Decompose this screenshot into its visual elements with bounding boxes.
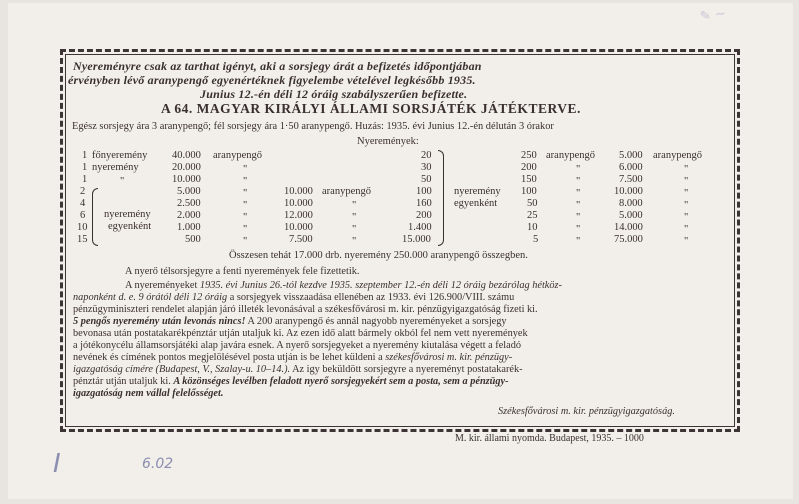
right-total: 14.000 <box>614 222 643 233</box>
ditto-mark: " <box>352 212 357 223</box>
left-total: 7.500 <box>289 234 313 245</box>
left-amount: 5.000 <box>177 186 201 197</box>
issuer-signature: Székesfővárosi m. kir. pénzügyigazgatóság. <box>498 406 675 417</box>
ditto-mark: " <box>684 164 689 175</box>
rules-line-9: pénztár utján utaljuk ki. A közönséges levélben feladott nyerő sorsjegyekért sem a posta, sem a pénzügy- <box>73 376 509 387</box>
ditto-mark: " <box>684 176 689 187</box>
ditto-mark: " <box>684 236 689 247</box>
left-unit: aranypengő <box>213 150 262 161</box>
right-count: 15.000 <box>402 234 431 245</box>
left-amount: 20.000 <box>172 162 201 173</box>
left-label: nyeremény <box>92 162 139 173</box>
left-label: főnyeremény <box>92 150 148 161</box>
rules-line-3: pénzügyminiszteri rendelet alapján járó illeték levonásával a székesfővárosi m. kir. pénzügyigazgatóság fizeti ki. <box>73 304 538 315</box>
right-label: nyeremény <box>454 186 501 197</box>
rules-line-2: naponként d. e. 9 órától déli 12 óráig a sorsjegyek visszaadása ellenében az 1933. évi 126.900/VIII. számu <box>73 292 515 303</box>
left-total: 12.000 <box>284 210 313 221</box>
left-amount: 500 <box>185 234 201 245</box>
right-amount: 50 <box>527 198 538 209</box>
ditto-mark: " <box>352 224 357 235</box>
left-total: 10.000 <box>284 198 313 209</box>
right-total: 75.000 <box>614 234 643 245</box>
right-total: 7.500 <box>619 174 643 185</box>
ditto-mark: " <box>243 176 248 187</box>
ditto-mark: " <box>243 212 248 223</box>
left-label: nyeremény <box>104 209 151 220</box>
right-amount: 100 <box>521 186 537 197</box>
rules-line-7: nevének és címének pontos megjelölésével posta utján is be lehet küldeni a székesfővárosi m. kir. pénzügy- <box>73 352 513 363</box>
rules-line-1: A nyereményeket 1935. évi Junius 26.-tól kezdve 1935. szeptember 12.-én déli 12 óráig bezárólag hétköz- <box>125 280 562 291</box>
left-amount: 2.000 <box>177 210 201 221</box>
ditto-mark: " <box>352 200 357 211</box>
ditto-mark: " <box>576 164 581 175</box>
left-amount: 1.000 <box>177 222 201 233</box>
right-label: egyenként <box>454 198 498 209</box>
left-total: 10.000 <box>284 186 313 197</box>
page-title: A 64. MAGYAR KIRÁLYI ÁLLAMI SORSJÁTÉK JÁTÉKTERVE. <box>161 101 581 116</box>
right-total: 8.000 <box>619 198 643 209</box>
ditto-mark: " <box>243 236 248 247</box>
printer-line: M. kir. állami nyomda. Budapest, 1935. – 1000 <box>455 433 644 444</box>
rules-line-6: a jótékonycélu államsorsjátéki alap javára esnek. A nyerő sorsjegyeket a nyeremény kiutalása végett a feladó <box>73 340 522 351</box>
right-count: 1.400 <box>408 222 432 233</box>
right-count: 200 <box>416 210 432 221</box>
faint-pencil-mark: ✎ ~ <box>699 6 727 25</box>
right-amount: 200 <box>521 162 537 173</box>
left-total: 10.000 <box>284 222 313 233</box>
left-total-unit: aranypengő <box>322 186 371 197</box>
left-amount: 2.500 <box>177 198 201 209</box>
right-count: 160 <box>416 198 432 209</box>
left-count: 15 <box>77 234 88 245</box>
left-count: 10 <box>77 222 88 233</box>
right-amount: 250 <box>521 150 537 161</box>
prizes-heading: Nyeremények: <box>357 136 419 147</box>
notice-line-1: Nyereményre csak az tarthat igényt, aki a sorsjegy árát a befizetés időpontjában <box>73 59 482 73</box>
ditto-mark: " <box>576 176 581 187</box>
ditto-mark: " <box>576 236 581 247</box>
left-count: 1 <box>82 150 88 161</box>
notice-line-3: Junius 12.-én déli 12 óráig szabályszerűen befizette. <box>200 87 468 101</box>
right-count: 30 <box>421 162 432 173</box>
ditto-mark: " <box>684 224 689 235</box>
left-amount: 40.000 <box>172 150 201 161</box>
half-ticket-note: A nyerő télsorsjegyre a fenti nyeremények fele fizettetik. <box>125 266 360 277</box>
ditto-mark: " <box>576 200 581 211</box>
left-count: 2 <box>80 186 86 197</box>
rules-line-10: igazgatóság nem vállal felelősséget. <box>73 388 224 399</box>
right-total: 5.000 <box>619 150 643 161</box>
ditto-mark: " <box>243 188 248 199</box>
pencil-mark-roman: I <box>53 449 61 479</box>
right-amount: 10 <box>527 222 538 233</box>
right-total: 5.000 <box>619 210 643 221</box>
left-label: " <box>120 176 125 187</box>
left-label: egyenként <box>108 221 152 232</box>
ditto-mark: " <box>576 212 581 223</box>
left-amount: 10.000 <box>172 174 201 185</box>
right-total-unit: aranypengő <box>653 150 702 161</box>
left-brace <box>92 188 98 246</box>
ditto-mark: " <box>352 236 357 247</box>
right-count: 20 <box>421 150 432 161</box>
ditto-mark: " <box>243 224 248 235</box>
ditto-mark: " <box>243 164 248 175</box>
notice-line-2: érvényben lévő aranypengő egyenértéknek figyelembe vételével legkésőbb 1935. <box>68 73 476 87</box>
left-count: 1 <box>82 174 88 185</box>
right-unit: aranypengő <box>546 150 595 161</box>
ditto-mark: " <box>684 212 689 223</box>
rules-line-8: igazgatóság címére (Budapest, V., Szalay-u. 10–14.). Az igy beküldött sorsjegyre a nyereményt postatakarék- <box>73 364 523 375</box>
right-total: 10.000 <box>614 186 643 197</box>
right-count: 50 <box>421 174 432 185</box>
pencil-mark-price: 6.02 <box>142 456 174 472</box>
left-count: 4 <box>80 198 86 209</box>
rules-line-4: 5 pengős nyeremény után levonás nincs! A 200 aranypengő és annál nagyobb nyereményeket a sorsjegy <box>73 316 507 327</box>
right-amount: 150 <box>521 174 537 185</box>
price-line: Egész sorsjegy ára 3 aranypengő; fél sorsjegy ára 1·50 aranypengő. Huzás: 1935. évi Junius 12.-én délután 3 órakor <box>72 121 554 132</box>
right-amount: 5 <box>533 234 539 245</box>
rules-line-5: bevonasa után postatakarékpénztár utján utaljuk ki. Az ezen idő alatt bármely okból fel nem vett nyeremények <box>73 328 528 339</box>
summary-line: Összesen tehát 17.000 drb. nyeremény 250.000 aranypengő összegben. <box>229 250 528 261</box>
right-brace <box>438 150 444 246</box>
right-count: 100 <box>416 186 432 197</box>
right-total: 6.000 <box>619 162 643 173</box>
ditto-mark: " <box>684 188 689 199</box>
left-count: 1 <box>82 162 88 173</box>
ditto-mark: " <box>576 188 581 199</box>
ditto-mark: " <box>243 200 248 211</box>
ditto-mark: " <box>576 224 581 235</box>
ditto-mark: " <box>684 200 689 211</box>
right-amount: 25 <box>527 210 538 221</box>
left-count: 6 <box>80 210 86 221</box>
